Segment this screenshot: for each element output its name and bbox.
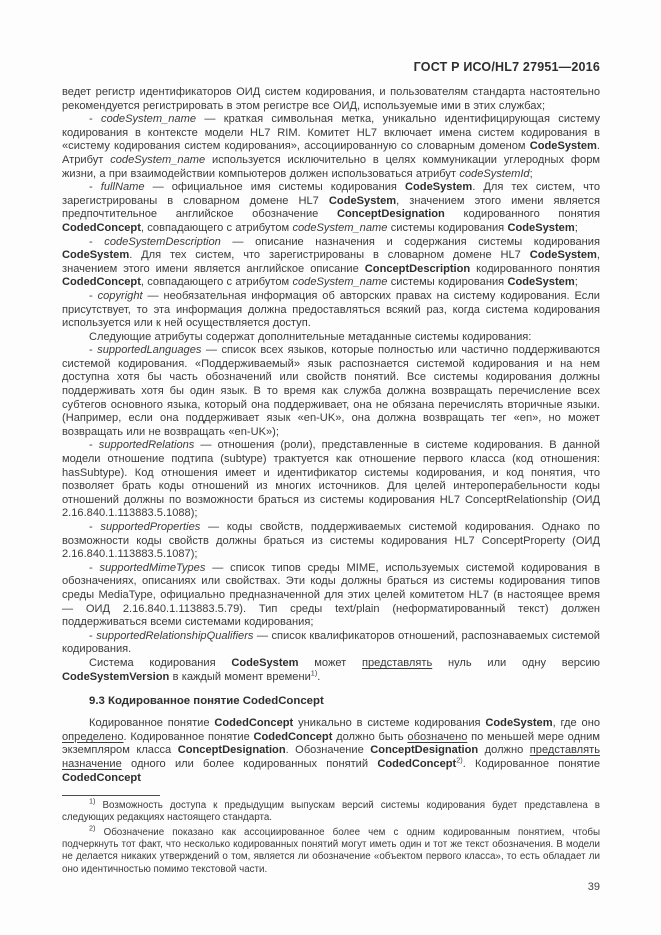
text-segment: системы кодирования	[387, 221, 508, 234]
text-segment: одного или более кодированных понятий	[121, 757, 378, 770]
text-segment: представлять назначение	[62, 744, 600, 770]
text-segment: — официальное имя системы кодирования	[144, 181, 405, 194]
text-segment: fullName	[100, 181, 145, 194]
paragraph	[62, 236, 600, 290]
text-segment: , значением этого имени является предпочтительное английское обозначение	[62, 194, 600, 221]
text-segment: CodedConcept	[62, 221, 141, 234]
text-segment: — список квалификаторов отношений, распознаваемых системой кодирования.	[62, 629, 600, 656]
footnote	[62, 796, 600, 824]
text-segment: . Кодированное понятие	[462, 757, 600, 770]
page-number: 39	[587, 880, 600, 893]
text-segment: представлять	[362, 656, 433, 669]
text-segment: codeSystem_name	[292, 276, 388, 289]
text-segment: ;	[574, 221, 578, 234]
text-segment: . Кодированное понятие	[123, 730, 254, 743]
text-segment: -	[89, 289, 98, 302]
text-segment: CodeSystem	[507, 276, 575, 289]
paragraph	[62, 439, 600, 521]
section-heading	[62, 694, 600, 708]
text-segment: CodeSystem	[485, 717, 553, 730]
text-segment: . Для тех систем, что зарегистрированы в словарном домене HL7	[129, 249, 530, 262]
text-segment: CodeSystem	[62, 249, 130, 262]
text-segment: 2)	[89, 824, 96, 834]
text-segment: нуль или одну версию	[432, 656, 600, 669]
paragraph	[62, 521, 600, 562]
paragraph	[62, 181, 600, 235]
text-segment: — краткая символьная метка, уникально идентифицирующая систему кодирования в контексте модели HL7 RIM. Комитет HL7 включает имена систем кодирования в «систему кодирования систем кодирования», ассоциированную со словарным доменом	[62, 113, 601, 153]
paragraph	[62, 113, 600, 181]
text-segment: codeSystem_name	[292, 221, 388, 234]
text-segment: ConceptDesignation	[177, 744, 286, 757]
text-segment: -	[89, 113, 102, 126]
text-segment: — необязательная информация об авторских правах на систему кодирования. Если присутствует, то эта информация должна предоставляться всякий раз, когда система кодирования используется или к ней осуществляется доступ.	[62, 289, 601, 330]
text-segment: должно быть	[332, 730, 408, 743]
text-segment: системы кодирования	[387, 276, 508, 289]
paragraph	[62, 657, 600, 684]
text-segment: supportedMimeTypes	[99, 561, 206, 574]
text-segment: -	[89, 521, 101, 533]
text-segment: используется исключительно в целях коммуникации углеродных форм жизни, а при взаимодействии компьютеров должен использоваться атрибут	[62, 153, 600, 180]
paragraph	[62, 562, 600, 630]
text-segment: CodeSystemVersion	[62, 670, 170, 683]
text-segment: обозначено	[407, 730, 468, 743]
text-segment: — список типов среды MIME, используемых системой кодирования в обозначениях, описаниях или свойствах. Эти коды должны браться из системы кодирования типов среды MediaType, официально предназначенной для этих целей комитетом HL7 (в настоящее время — ОИД 2.16.840.1.113883.5.79). Тип среды text/plain (неформатированный текст) должен поддерживаться всеми системами кодирования;	[62, 561, 600, 629]
text-segment: ConceptDescription	[364, 262, 471, 275]
text-segment: CodeSystem	[231, 656, 299, 669]
text-segment: codeSystemId	[459, 167, 530, 180]
text-segment: codeSystem_name	[110, 153, 206, 166]
text-segment: -	[89, 561, 100, 574]
text-segment: , совпадающего с атрибутом	[140, 221, 293, 234]
text-segment: — коды свойств, поддерживаемых системой кодирования. Однако по возможности коды свойств должны браться из системы кодирования HL7 ConceptProperty (ОИД 2.16.840.1.113883.5.1087);	[62, 521, 600, 561]
text-segment: кодированного понятия	[470, 262, 600, 275]
document-body	[62, 86, 600, 785]
text-segment: определено	[62, 730, 124, 743]
text-segment: . Обозначение	[285, 744, 371, 757]
paragraph	[62, 86, 600, 113]
text-segment: 9.3 Кодированное понятие CodedConcept	[89, 695, 324, 708]
paragraph	[62, 290, 600, 331]
footnote	[62, 824, 600, 875]
text-segment: Следующие атрибуты содержат дополнительные метаданные системы кодирования:	[89, 330, 532, 343]
text-segment: , где оно	[552, 717, 600, 730]
text-segment: CodedConcept	[62, 276, 141, 289]
text-segment: -	[89, 181, 101, 194]
paragraph	[62, 630, 600, 657]
text-segment: -	[89, 235, 105, 248]
document-content	[62, 86, 600, 893]
text-segment: уникально в системе кодирования	[293, 717, 486, 730]
text-segment: CodeSystem	[529, 249, 597, 262]
text-segment: CodedConcept	[253, 730, 333, 743]
text-segment: CodeSystem	[328, 194, 397, 207]
text-segment: Возможность доступа к предыдущим выпускам версий системы кодирования будет представлена в следующих редакциях настоящего стандарта.	[62, 800, 600, 824]
text-segment: codeSystem_name	[101, 113, 197, 126]
page-header: ГОСТ Р ИСО/HL7 27951—2016	[413, 60, 600, 74]
text-segment: CodeSystem	[507, 221, 575, 234]
text-segment: Система кодирования	[89, 656, 232, 669]
text-segment: ведет регистр идентификаторов ОИД систем кодирования, и пользователям стандарта настоятельно рекомендуется регистрировать в этом регистре все ОИД, используемые ими в этих службах;	[62, 86, 600, 112]
text-segment: Кодированное понятие	[89, 717, 215, 730]
paragraph	[62, 344, 600, 439]
text-segment: кодированного понятия	[444, 208, 600, 221]
text-segment: supportedRelations	[98, 439, 195, 452]
footnote-separator	[62, 795, 160, 796]
text-segment: -	[89, 344, 98, 357]
text-segment: , значением этого имени является английское описание	[62, 249, 600, 275]
text-segment: 1)	[310, 667, 318, 677]
text-segment: 1)	[89, 796, 96, 806]
text-segment: 2)	[456, 755, 463, 765]
text-segment: ConceptDesignation	[370, 744, 479, 757]
text-segment: . Для тех систем, что зарегистрированы в словарном домене HL7	[62, 181, 600, 207]
text-segment: должно	[478, 744, 530, 757]
paragraph	[62, 717, 600, 785]
text-segment: CodeSystem	[405, 181, 473, 194]
text-segment: Обозначение показано как ассоциированное более чем с одним кодированным понятием, чтобы подчеркнуть тот факт, что несколько кодированных понятий могут иметь один и тот же текст обозначения. В модели не делается никаких утверждений о том, является ли обозначение «объектом первого класса», то есть обладает ли оно идентичностью помимо текстовой части.	[62, 827, 600, 875]
text-segment: codeSystemDescription	[104, 235, 221, 248]
text-segment: CodedConcept	[214, 717, 294, 730]
text-segment: CodedConcept	[377, 757, 457, 770]
text-segment: .	[317, 670, 321, 683]
text-segment: — список всех языков, которые полностью или частично поддерживаются системой кодирования. «Поддерживаемый» язык распознается системой кодирования и на нем доступна хотя бы часть обозначений или свойств понятий. Все системы кодирования должны поддерживать хотя бы один язык. В то время как служба должна возвращать перечисление всех субтегов основного языка, который она поддерживает, она не обязана перечислять вторичные языки. (Например, если она поддерживает язык «en-UK», она должна возвращать тег «en», но может возвращать или не возвращать «en-UK»);	[62, 344, 600, 438]
text-segment: copyright	[97, 289, 143, 302]
paragraph	[62, 331, 600, 345]
text-segment: — отношения (роли), представленные в системе кодирования. В данной модели отношение подтипа (subtype) трактуется как отношение первого класса (код отношения: hasSubtype). Код отношения имеет и идентификатор системы кодирования, и код понятия, что позволяет брать коды отношений из многих источников. Для целей интероперабельности коды отношений должны по возможности браться из системы кодирования HL7 ConceptRelationship (ОИД 2.16.840.1.113883.5.1088);	[62, 439, 600, 520]
text-segment: , совпадающего с атрибутом	[140, 276, 293, 289]
text-segment: -	[89, 629, 97, 642]
text-segment: в каждый момент времени	[169, 670, 311, 683]
text-segment: ;	[529, 167, 533, 180]
text-segment: . Атрибут	[62, 140, 600, 166]
text-segment: — описание назначения и содержания системы кодирования	[220, 235, 600, 248]
text-segment: ;	[574, 276, 578, 289]
text-segment: CodeSystem	[529, 140, 597, 153]
footnotes	[62, 796, 600, 876]
text-segment: supportedRelationshipQualifiers	[96, 629, 254, 642]
text-segment: -	[89, 439, 99, 452]
text-segment: может	[298, 656, 362, 669]
text-segment: supportedLanguages	[97, 344, 202, 357]
text-segment: ConceptDesignation	[336, 208, 445, 221]
text-segment: supportedProperties	[100, 521, 201, 533]
text-segment: по меньшей мере одним экземпляром класса	[62, 730, 601, 757]
text-segment: CodedConcept	[62, 771, 141, 784]
